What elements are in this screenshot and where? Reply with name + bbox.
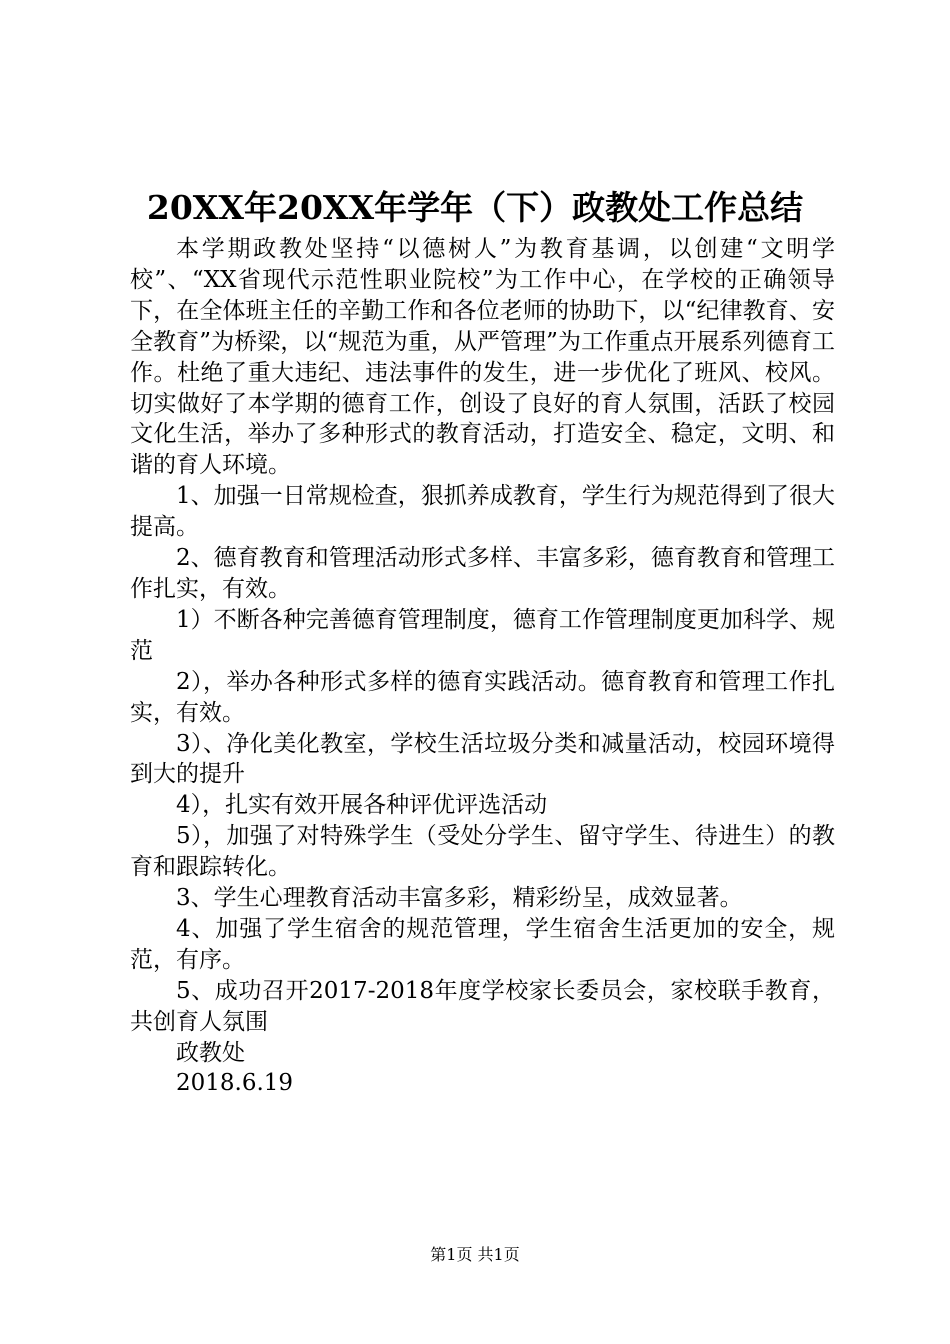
paragraph-item-4: 4、加强了学生宿舍的规范管理，学生宿舍生活更加的安全，规范，有序。 — [130, 915, 835, 973]
signature: 政教处 — [176, 1039, 245, 1066]
paragraph-subitem-2: 2），举办各种形式多样的德育实践活动。德育教育和管理工作扎实，有效。 — [130, 668, 835, 726]
page-footer: 第1页 共1页 — [430, 1245, 520, 1264]
paragraph-subitem-1: 1）不断各种完善德育管理制度，德育工作管理制度更加科学、规范 — [130, 606, 835, 664]
document-body — [130, 234, 835, 1099]
paragraph-item-5: 5、成功召开2017-2018年度学校家长委员会，家校联手教育，共创育人氛围 — [130, 977, 835, 1035]
paragraph-subitem-3: 3）、净化美化教室，学校生活垃圾分类和减量活动，校园环境得到大的提升 — [130, 730, 835, 788]
paragraph-item-2: 2、德育教育和管理活动形式多样、丰富多彩，德育教育和管理工作扎实，有效。 — [130, 545, 835, 602]
paragraph-subitem-5: 5），加强了对特殊学生（受处分学生、留守学生、待进生）的教育和跟踪转化。 — [130, 823, 835, 881]
paragraph-item-3: 3、学生心理教育活动丰富多彩，精彩纷呈，成效显著。 — [176, 885, 743, 912]
document-title: 20XX年20XX年学年（下）政教处工作总结 — [146, 188, 804, 227]
signature-date: 2018.6.19 — [176, 1070, 294, 1097]
paragraph-intro: 本学期政教处坚持“以德树人”为教育基调，以创建“文明学校”、“XX省现代示范性职业院校”为工作中心，在学校的正确领导下，在全体班主任的辛勤工作和各位老师的协助下，以“纪律教育、安全教育”为桥梁，以“规范为重，从严管理”为工作重点开展系列德育工作。杜绝了重大违纪、违法事件的发生，进一步优化了班风、校风。切实做好了本学期的德育工作，创设了良好的育人氛围，活跃了校园文化生活，举办了多种形式的教育活动，打造安全、稳定，文明、和谐的育人环境。 — [130, 236, 835, 479]
paragraph-subitem-4: 4），扎实有效开展各种评优评选活动 — [176, 792, 548, 819]
paragraph-item-1: 1、加强一日常规检查，狠抓养成教育，学生行为规范得到了很大提高。 — [130, 483, 835, 541]
